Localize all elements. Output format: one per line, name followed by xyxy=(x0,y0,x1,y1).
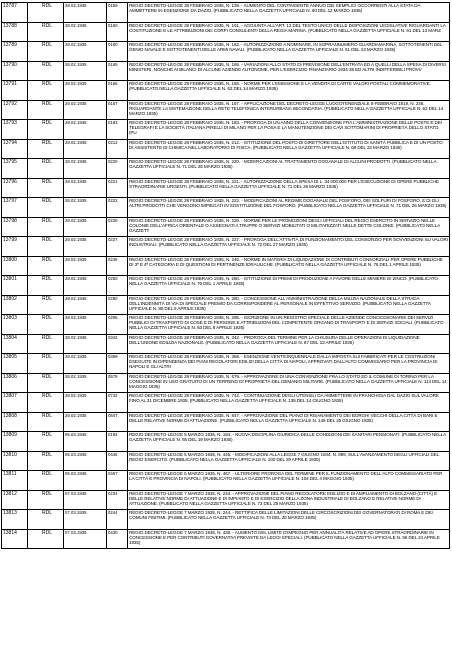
act-description: REGIO DECRETO-LEGGE 28 FEBBRAIO 1935, N. 295. - ISCRIZIONE IN UN REGISTRO SPECIALE DELLE AZIENDE CONCESSIONARIE DEI SERVIZI PUBBLICI DI TRASPORTO DI COSE E DI PERSONE E ATTRIBUZIONI DEL COMPETENTE ORGANO DI TRASPORTI E DI SERVIZI SOCIALI. (PUBBLICATO NELLA GAZZETTA UFFICIALE N. 83 DEL 8 APRILE 1935) xyxy=(128,315,450,335)
table-row xyxy=(2,198,450,218)
act-description: REGIO DECRETO-LEGGE 28 FEBBRAIO 1935, N. 165. - VARIAZIONI ALLO STATO DI PREVISIONE DELL'ENTRATA ED A QUELLI DELLA SPESA DI DIVERSI MINISTERI, NONCHÉ AI BILANCI DI ALCUNE AZIENDE AUTONOME, PER L'ESERCIZIO FINANZIARIO 1934-35 ED ALTRI INDIFFERIBILI PROVV xyxy=(128,61,450,81)
act-type: RDL xyxy=(28,510,64,530)
record-number: 13809 xyxy=(2,432,28,452)
record-number: 13795 xyxy=(2,159,28,179)
act-page: 0250 xyxy=(107,276,128,296)
act-page: 0226 xyxy=(107,217,128,237)
act-description: REGIO DECRETO-LEGGE 28 FEBBRAIO 1935, N. 167. - APPLICAZIONE DEL DECRETO-LEGGE LUOGOTENENZIALE 9 FEBBRAIO 1919, N. 246, RIGUARDANTE LA SISTEMAZIONE DELLA RETE TELEFONICA INTERURBANA SECONDARIA. (PUBBLICATO NELLA GAZZETTA UFFICIALE N. 62 DEL 14 MARZO 1935) xyxy=(128,100,450,120)
table-row xyxy=(2,432,450,452)
table-row xyxy=(2,451,450,471)
act-type: RDL xyxy=(28,276,64,296)
act-type: RDL xyxy=(28,237,64,257)
act-type: RDL xyxy=(28,178,64,198)
table-row xyxy=(2,159,450,179)
record-number: 13798 xyxy=(2,217,28,237)
act-page: 0245 xyxy=(107,256,128,276)
record-number: 13793 xyxy=(2,120,28,140)
act-date: 28.02.1935 xyxy=(64,81,107,101)
act-page: 0227 xyxy=(107,237,128,257)
table-row xyxy=(2,100,450,120)
act-page: 0165 xyxy=(107,81,128,101)
record-number: 13814 xyxy=(2,529,28,549)
act-page: 0222 xyxy=(107,198,128,218)
act-date: 28.02.1935 xyxy=(64,100,107,120)
act-page: 0342 xyxy=(107,334,128,354)
table-row xyxy=(2,22,450,42)
act-type: RDL xyxy=(28,61,64,81)
act-type: RDL xyxy=(28,373,64,393)
act-description: REGIO DECRETO-LEGGE 7 MARZO 1935, N. 234. - APPROVAZIONE DEL PIANO REGOLATORE EDILIZIO E DI AMPLIAMENTO DI BOLZANO (CITTÀ) E DELLE RELATIVE NORME DI ATTUAZIONE E DI IMPIANTO E DI ESERCIZIO DELLA ZONA INDUSTRIALE DI BOLZANO E RELATIVE NORME DI ATTUAZIONE. (PUBBLICATO NELLA GAZZETTA UFFICIALE N. 73 DEL 28 MARZO 1935) xyxy=(128,490,450,510)
act-description: REGIO DECRETO-LEGGE 5 MARZO 1935, N. 194. - NUOVA DISCIPLINA GIURIDICA DELLE CONDIZIONI DEI SANITARI PENSIONATI. (PUBBLICATO NELLA GAZZETTA UFFICIALE N. 65 DEL 19 MARZO 1935) xyxy=(128,432,450,452)
act-type: RDL xyxy=(28,256,64,276)
record-number: 13807 xyxy=(2,393,28,413)
act-page: 0221 xyxy=(107,178,128,198)
act-date: 28.02.1935 xyxy=(64,373,107,393)
act-type: RDL xyxy=(28,315,64,335)
table-row xyxy=(2,139,450,159)
act-date: 28.02.1935 xyxy=(64,237,107,257)
act-description: REGIO DECRETO-LEGGE 28 FEBBRAIO 1935, N. 847. - APPROVAZIONE DEL PIANO DI RISANAMENTO DEI BORGHI VECCHI DELLA CITTÀ DI BARI E DELLE RELATIVE NORME DI ATTUAZIONE. (PUBBLICATO NELLA GAZZETTA UFFICIALE N. 148 DEL 25 GIUGNO 1935) xyxy=(128,412,450,432)
act-date: 28.02.1935 xyxy=(64,22,107,42)
act-type: RDL xyxy=(28,139,64,159)
act-date: 28.02.1935 xyxy=(64,217,107,237)
record-number: 13792 xyxy=(2,100,28,120)
act-date: 28.02.1935 xyxy=(64,139,107,159)
table-row xyxy=(2,529,450,549)
act-date: 05.03.1935 xyxy=(64,471,107,491)
record-number: 13812 xyxy=(2,490,28,510)
decree-table xyxy=(1,2,450,549)
act-type: RDL xyxy=(28,217,64,237)
act-description: REGIO DECRETO-LEGGE 28 FEBBRAIO 1935, N. 166. - NORME PER L'EMISSIONE E LA VENDITA DI CARTE VALORI POSTALI COMMEMORATIVE. (PUBBLICATO NELLA GAZZETTA UFFICIALE N. 62 DEL 14 MARZO 1935) xyxy=(128,81,450,101)
record-number: 13787 xyxy=(2,3,28,23)
table-row xyxy=(2,334,450,354)
act-description: REGIO DECRETO-LEGGE 28 FEBBRAIO 1935, N. 222. - MODIFICAZIONI AL REGIME DOGANALE DEL FOSFORO, DEI SOLFURI DI FOSFORO, E DI GLI ALTRI PRODOTTI CHE VENGONO IMPIEGATI IN SOSTITUZIONE DEL FOSFORO. (PUBBLICATO NELLA GAZZETTA UFFICIALE N. 71 DEL 26 MARZO 1935) xyxy=(128,198,450,218)
act-description: REGIO DECRETO-LEGGE 7 MARZO 1935, N. 244. - RETTIFICA DELLE LIMITAZIONI DELLE CIRCOSCRIZIONI DEI GOVERNATORATI DI ROMA E DEI COMUNI FINITIMI. (PUBBLICATO NELLA GAZZETTA UFFICIALE N. 73 DEL 28 MARZO 1935) xyxy=(128,510,450,530)
table-row xyxy=(2,471,450,491)
record-number: 13801 xyxy=(2,276,28,296)
act-description: REGIO DECRETO-LEGGE 28 FEBBRAIO 1935, N. 226. - NORME PER LE PROMOZIONI DEGLI UFFICIALI DEL REGIO ESERCITO IN SERVIZIO NELLE COLONIE DELL'AFRICA ORIENTALE O ASSEGNATI A TRUPPE O SERVIZI MOBILITATI O MILITARIZZATI NELLE DETTE COLONIE. (PUBBLICATO NELLA GAZZETT xyxy=(128,217,450,237)
act-date: 28.02.1935 xyxy=(64,295,107,315)
act-type: RDL xyxy=(28,334,64,354)
act-date: 05.03.1935 xyxy=(64,432,107,452)
act-description: REGIO DECRETO-LEGGE 28 FEBBRAIO 1935, N. 161. - AGGIUNTA ALL'ART. 12 DEL TESTO UNICO DELLE DISPOSIZIONI LEGISLATIVE RIGUARDANTI LA COSTITUZIONE E LE ATTRIBUZIONI DEI CORPI CONSULENTI DELLA REGIA MARINA. (PUBBLICATO NELLA GAZZETTA UFFICIALE N. 61 DEL 13 MARZ xyxy=(128,22,450,42)
act-page: 0167 xyxy=(107,100,128,120)
act-date: 28.02.1935 xyxy=(64,178,107,198)
act-date: 28.02.1935 xyxy=(64,315,107,335)
table-row xyxy=(2,217,450,237)
table-row xyxy=(2,354,450,374)
act-page: 0369 xyxy=(107,354,128,374)
record-number: 13800 xyxy=(2,256,28,276)
table-row xyxy=(2,256,450,276)
act-page: 0159 xyxy=(107,3,128,23)
act-page: 0295 xyxy=(107,315,128,335)
act-description: REGIO DECRETO-LEGGE 28 FEBBRAIO 1935, N. 742. - CONTINUAZIONE DEGLI UTENSILI DA AMMETTERE IN FRANCHIGIA DAL DAZIO SUL VALORE FINO AL 31 DICEMBRE 1935. (PUBBLICATO NELLA GAZZETTA UFFICIALE N. 139 DEL 14 GIUGNO 1935) xyxy=(128,393,450,413)
act-date: 28.02.1935 xyxy=(64,198,107,218)
act-date: 07.03.1935 xyxy=(64,510,107,530)
act-description: REGIO DECRETO-LEGGE 28 FEBBRAIO 1935, N. 220. - MODIFICAZIONI AL TRATTAMENTO DOGANALE DI ALCUNI PRODOTTI. (PUBBLICATO NELLA GAZZETTA UFFICIALE N. 71 DEL 25 MARZO 1935) xyxy=(128,159,450,179)
act-description: REGIO DECRETO-LEGGE 28 FEBBRAIO 1935, N. 221. - AUTORIZZAZIONE DELLA SPESA DI L. 34.000.000 PER L'ESECUZIONE DI OPERE PUBBLICHE STRAORDINARIE URGENTI. (PUBBLICATO NELLA GAZZETTA UFFICIALE N. 71 DEL 26 MARZO 1935) xyxy=(128,178,450,198)
table-row xyxy=(2,237,450,257)
act-page: 0212 xyxy=(107,139,128,159)
record-number: 13790 xyxy=(2,61,28,81)
record-number: 13791 xyxy=(2,81,28,101)
act-type: RDL xyxy=(28,198,64,218)
act-date: 28.02.1935 xyxy=(64,3,107,23)
act-date: 28.02.1935 xyxy=(64,354,107,374)
act-date: 28.02.1935 xyxy=(64,120,107,140)
act-date: 28.02.1935 xyxy=(64,334,107,354)
record-number: 13804 xyxy=(2,334,28,354)
act-date: 28.02.1935 xyxy=(64,61,107,81)
record-number: 13802 xyxy=(2,295,28,315)
act-date: 28.02.1935 xyxy=(64,256,107,276)
act-type: RDL xyxy=(28,432,64,452)
act-date: 28.02.1935 xyxy=(64,159,107,179)
act-page: 0445 xyxy=(107,451,128,471)
act-type: RDL xyxy=(28,81,64,101)
act-date: 28.02.1935 xyxy=(64,412,107,432)
table-row xyxy=(2,373,450,393)
table-row xyxy=(2,81,450,101)
record-number: 13805 xyxy=(2,354,28,374)
record-number: 13808 xyxy=(2,412,28,432)
act-type: RDL xyxy=(28,120,64,140)
act-type: RDL xyxy=(28,22,64,42)
act-page: 0430 xyxy=(107,529,128,549)
act-description: REGIO DECRETO-LEGGE 28 FEBBRAIO 1935, N. 139. - AUMENTO DEL CONTINGENTE ANNUO DEI SEMPLICI OCCORRENTI ALLA STATA DA AMMETTERE IN ESENZIONE DA DAZIO. (PUBBLICATO NELLA GAZZETTA UFFICIALE N. 60 DEL 12 MARZO 1935) xyxy=(128,3,450,23)
table-row xyxy=(2,276,450,296)
act-type: RDL xyxy=(28,159,64,179)
table-row xyxy=(2,412,450,432)
act-type: RDL xyxy=(28,100,64,120)
act-type: RDL xyxy=(28,3,64,23)
act-description: REGIO DECRETO-LEGGE 28 FEBBRAIO 1935, N. 280. - CONCESSIONE ALL'AMMINISTRAZIONE DELLA MILIZIA NAZIONALE DELLA STRADA DELL'INDENNITÀ DI VIA DI SPECIALE PREMIO DA CORRISPONDERE AL PERSONALE IN EFFETTIVO SERVIZIO. (PUBBLICATO NELLA GAZZETTA UFFICIALE N. 80 DEL 5 APRILE 1935) xyxy=(128,295,450,315)
act-description: REGIO DECRETO-LEGGE 28 FEBBRAIO 1935, N. 183. - PROROGA DI UN ANNO DELLA CONVENZIONE FRA L'AMMINISTRAZIONE DELLE POSTE E DEI TELEGRAFI E LA SOCIETÀ ITALIANA PIRELLI DI MILANO PER LA POSA E LA MANUTENZIONE DEI CAVI SOTTOMARINI DI PROPRIETÀ DELLO STATO. (PU xyxy=(128,120,450,140)
act-page: 0847 xyxy=(107,412,128,432)
act-date: 28.02.1935 xyxy=(64,42,107,62)
act-date: 05.03.1935 xyxy=(64,451,107,471)
record-number: 13811 xyxy=(2,471,28,491)
act-type: RDL xyxy=(28,529,64,549)
act-description: REGIO DECRETO-LEGGE 28 FEBBRAIO 1935, N. 250. - ISTITUZIONE DI PREMI DI PRODUZIONE A FAVORE DELLE MINIERE DI ZINCO. (PUBBLICATO NELLA GAZZETTA UFFICIALE N. 76 DEL 1 APRILE 1935) xyxy=(128,276,450,296)
record-number: 13797 xyxy=(2,198,28,218)
act-description: REGIO DECRETO-LEGGE 28 FEBBRAIO 1935, N. 212. - ISTITUZIONE DEL POSTO DI DIRETTORE DELL'ISTITUTO DI SANITÀ PUBBLICA E DI UN POSTO DI ASSISTENTE DI CHIMICA NEL LABORATORIO DI FISICA. (PUBBLICATO NELLA GAZZETTA UFFICIALE N. 68 DEL 22 MARZO 1935) xyxy=(128,139,450,159)
act-type: RDL xyxy=(28,412,64,432)
act-type: RDL xyxy=(28,354,64,374)
act-page: 0160 xyxy=(107,42,128,62)
act-description: REGIO DECRETO-LEGGE 5 MARZO 1935, N. 467. - ULTERIORE PROROGA DEL TERMINE PER IL FUNZIONAMENTO DELL'ALTO COMMISSARIATO PER LA CITTÀ E PROVINCIA DI NAPOLI. (PUBBLICATO NELLA GAZZETTA UFFICIALE N. 104 DEL 4 MAGGIO 1935) xyxy=(128,471,450,491)
table-row xyxy=(2,510,450,530)
act-type: RDL xyxy=(28,393,64,413)
record-number: 13789 xyxy=(2,42,28,62)
act-description: REGIO DECRETO-LEGGE 28 FEBBRAIO 1935, N. 579. - APPROVAZIONE DI UNA CONVENZIONE FRA LO STATO ED IL COMUNE DI TORINO PER LA CONCESSIONE IN USO GRATUITO DI UN TERRENO DI PROPRIETÀ DEL DEMANIO MILITARE. (PUBBLICATO NELLA GAZZETTA UFFICIALE N. 113 DEL 14 MAGGIO 1935) xyxy=(128,373,450,393)
act-description: REGIO DECRETO-LEGGE 28 FEBBRAIO 1935, N. 227. - PROROGA DELL'ATTIVITÀ DI FUNZIONAMENTO DEL CONSORZIO PER SOVVENZIONI SU VALORI INDUSTRIALI. (PUBBLICATO NELLA GAZZETTA UFFICIALE N. 72 DEL 27 MARZO 1935) xyxy=(128,237,450,257)
table-row xyxy=(2,61,450,81)
record-number: 13806 xyxy=(2,373,28,393)
act-description: REGIO DECRETO-LEGGE 7 MARZO 1935, N. 430. - AUMENTO DEL LIMITE D'IMPEGNO PER ANNUALITÀ RELATIVE AD OPERE STRAORDINARIE IN CONCESSIONE E PER CONTRIBUTI GOVERNATIVI PREVISTE DA LEGGI SPECIALI. (PUBBLICATO NELLA GAZZETTA UFFICIALE N. 96 DEL 24 APRILE 1935) xyxy=(128,529,450,549)
act-type: RDL xyxy=(28,471,64,491)
table-row xyxy=(2,490,450,510)
table-row xyxy=(2,42,450,62)
record-number: 13799 xyxy=(2,237,28,257)
act-page: 0244 xyxy=(107,510,128,530)
act-page: 0280 xyxy=(107,295,128,315)
act-page: 0579 xyxy=(107,373,128,393)
act-page: 0183 xyxy=(107,120,128,140)
record-number: 13813 xyxy=(2,510,28,530)
act-page: 0165 xyxy=(107,61,128,81)
act-date: 28.02.1935 xyxy=(64,276,107,296)
table-row xyxy=(2,3,450,23)
act-date: 07.03.1935 xyxy=(64,490,107,510)
table-row xyxy=(2,393,450,413)
record-number: 13788 xyxy=(2,22,28,42)
act-date: 28.02.1935 xyxy=(64,393,107,413)
table-row xyxy=(2,120,450,140)
record-number: 13794 xyxy=(2,139,28,159)
act-page: 0194 xyxy=(107,432,128,452)
act-description: REGIO DECRETO-LEGGE 28 FEBBRAIO 1935, N. 162. - AUTORIZZAZIONE A NOMINARE, IN SOPRANNUMERO GUARDIAMARINA, SOTTOTENENTI DEL GENIO NAVALE E SOTTOTENENTI DELLE ARMI NAVALI. (PUBBLICATO NELLA GAZZETTA UFFICIALE N. 61 DEL 13 MARZO 1935) xyxy=(128,42,450,62)
decree-table-body xyxy=(2,3,450,549)
table-row xyxy=(2,315,450,335)
table-row xyxy=(2,295,450,315)
act-type: RDL xyxy=(28,451,64,471)
act-type: RDL xyxy=(28,295,64,315)
act-type: RDL xyxy=(28,42,64,62)
table-row xyxy=(2,178,450,198)
act-date: 07.03.1935 xyxy=(64,529,107,549)
record-number: 13796 xyxy=(2,178,28,198)
act-page: 0160 xyxy=(107,22,128,42)
act-description: REGIO DECRETO-LEGGE 28 FEBBRAIO 1935, N. 342. - PROROGA DEL TERMINE PER LA CHIUSURA DELLE OPERAZIONI DI LIQUIDAZIONE DELL'UNIONE EDILIZIA NAZIONALE. (PUBBLICATO NELLA GAZZETTA UFFICIALE N. 87 DEL 13 APRILE 1935) xyxy=(128,334,450,354)
act-description: REGIO DECRETO-LEGGE 5 MARZO 1935, N. 445. - MODIFICAZIONI ALLA LEGGE 7 GIUGNO 1934, N. 899, SULL'AVANZAMENTO DEGLI UFFICIALI DEL REGIO ESERCITO. (PUBBLICATO NELLA GAZZETTA UFFICIALE N. 100 DEL 29 APRILE 1935) xyxy=(128,451,450,471)
act-page: 0467 xyxy=(107,471,128,491)
act-description: REGIO DECRETO-LEGGE 28 FEBBRAIO 1935, N. 369. - ESENZIONE VENTICINQUENNALE DALLA IMPOSTA SUI FABBRICATI PER LE COSTRUZIONI ESEGUITE IN DIPENDENZA DEI PIANI REGOLATORI EDILIZI DELLA CITTÀ DI NAPOLI, APPROVATI DALL'ALTO COMMISSARIO PER LA PROVINCIA DI NAPOLI E GLI ALTRI xyxy=(128,354,450,374)
act-page: 0234 xyxy=(107,490,128,510)
record-number: 13810 xyxy=(2,451,28,471)
record-number: 13803 xyxy=(2,315,28,335)
act-page: 0220 xyxy=(107,159,128,179)
act-description: REGIO DECRETO-LEGGE 28 FEBBRAIO 1935, N. 245. - NORME IN MATERIA DI LIQUIDAZIONE DI CONTRIBUTI CONSORZIALI PER OPERE PUBBLICHE DI 3ª E 4ª CATEGORIA E DI QUESTIONI DI PERTINENZE IDRAULICHE. (PUBBLICATO NELLA GAZZETTA UFFICIALE N. 76 DEL 1 APRILE 1935) xyxy=(128,256,450,276)
act-type: RDL xyxy=(28,490,64,510)
act-page: 0742 xyxy=(107,393,128,413)
